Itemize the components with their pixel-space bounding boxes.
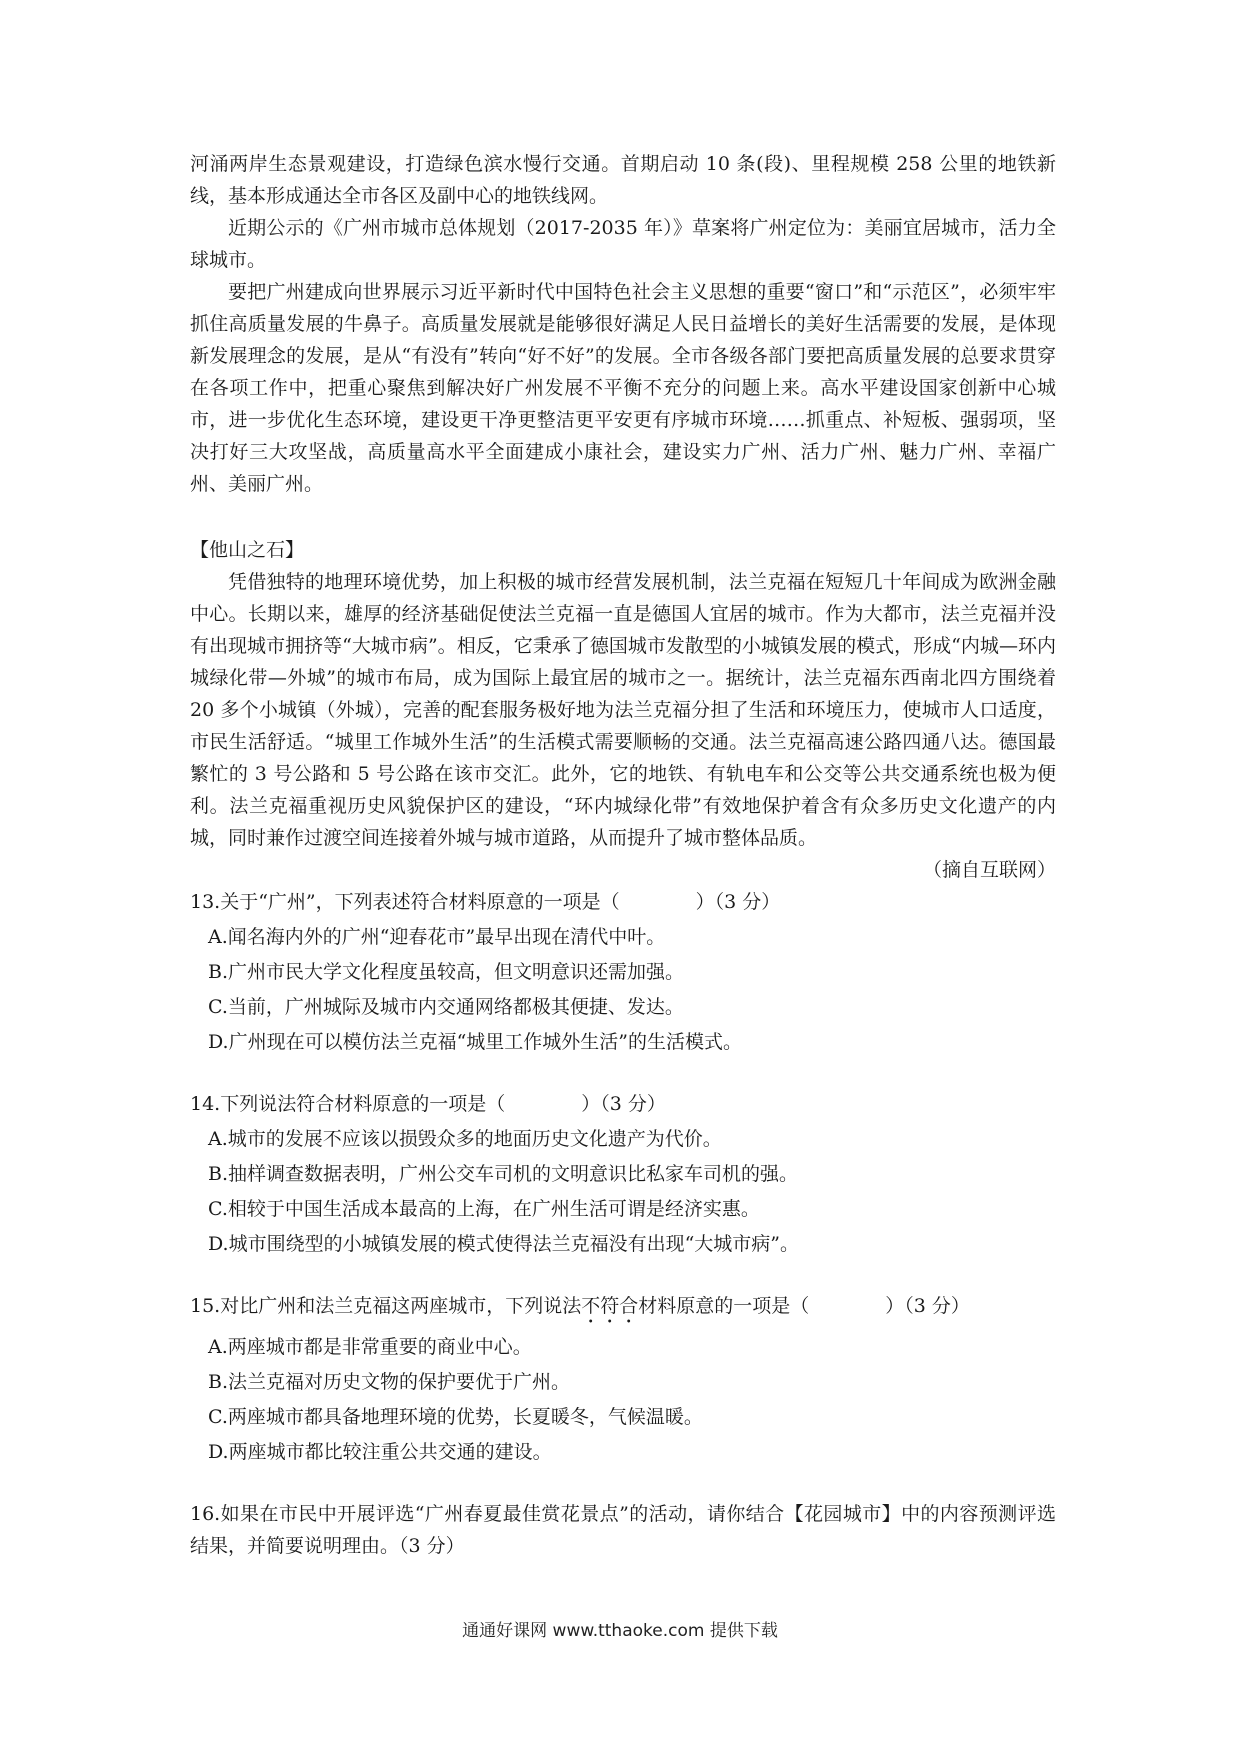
question-stem: 16.如果在市民中开展评选“广州春夏最佳赏花景点”的活动，请你结合【花园城市】中的内容预测评选结果，并简要说明理由。（3 分） — [190, 1503, 1056, 1557]
page-content — [190, 148, 1056, 1562]
option-b: B.抽样调查数据表明，广州公交车司机的文明意识比私家车司机的强。 — [208, 1163, 799, 1185]
paragraph-master-plan: 近期公示的《广州市城市总体规划（2017-2035 年）》草案将广州定位为：美丽宜居城市，活力全球城市。 — [190, 217, 1056, 271]
option-b: B.广州市民大学文化程度虽较高，但文明意识还需加强。 — [208, 961, 685, 983]
paragraph-high-quality-development: 要把广州建成向世界展示习近平新时代中国特色社会主义思想的重要“窗口”和“示范区”，必须牢牢抓住高质量发展的牛鼻子。高质量发展就是能够很好满足人民日益增长的美好生活需要的发展，是体现新发展理念的发展，是从“有没有”转向“好不好”的发展。全市各级各部门要把高质量发展的总要求贯穿在各项工作中，把重心聚焦到解决好广州发展不平衡不充分的问题上来。高水平建设国家创新中心城市，进一步优化生态环境，建设更干净更整洁更平安更有序城市环境……抓重点、补短板、强弱项，坚决打好三大攻坚战，高质量高水平全面建成小康社会，建设实力广州、活力广州、魅力广州、幸福广州、美丽广州。 — [190, 281, 1056, 495]
question-15 — [190, 1290, 1056, 1468]
stem-after: 材料原意的一项是（ ）（3 分） — [638, 1295, 970, 1317]
option-a: A.城市的发展不应该以损毁众多的地面历史文化遗产为代价。 — [208, 1128, 722, 1150]
section-paragraph-frankfurt: 凭借独特的地理环境优势，加上积极的城市经营发展机制，法兰克福在短短几十年间成为欧洲金融中心。长期以来，雄厚的经济基础促使法兰克福一直是德国人宜居的城市。作为大都市，法兰克福并没有出现城市拥挤等“大城市病”。相反，它秉承了德国城市发散型的小城镇发展的模式，形成“内城—环内城绿化带—外城”的城市布局，成为国际上最宜居的城市之一。据统计，法兰克福东西南北四方围绕着 20 多个小城镇（外城），完善的配套服务极好地为法兰克福分担了生活和环境压力，使城市人口适度，市民生活舒适。“城里工作城外生活”的生活模式需要顺畅的交通。法兰克福高速公路四通八达。德国最繁忙的 3 号公路和 5 号公路在该市交汇。此外，它的地铁、有轨电车和公交等公共交通系统也极为便利。法兰克福重视历史风貌保护区的建设，“环内城绿化带”有效地保护着含有众多历史文化遗产的内城，同时兼作过渡空间连接着外城与城市道路，从而提升了城市整体品质。 — [190, 571, 1056, 849]
option-list — [190, 1331, 1056, 1468]
option-c: C.两座城市都具备地理环境的优势，长夏暖冬，气候温暖。 — [208, 1406, 703, 1428]
question-stem: 13.关于“广州”，下列表述符合材料原意的一项是（ ）（3 分） — [190, 891, 781, 913]
option-d: D.两座城市都比较注重公共交通的建设。 — [208, 1441, 552, 1463]
option-d: D.城市围绕型的小城镇发展的模式使得法兰克福没有出现“大城市病”。 — [208, 1233, 800, 1255]
option-list — [190, 921, 1056, 1058]
question-16 — [190, 1498, 1056, 1562]
footer-watermark: 通通好课网 www.tthaoke.com 提供下载 — [462, 1621, 778, 1641]
option-a: A.闻名海内外的广州“迎春花市”最早出现在清代中叶。 — [208, 926, 666, 948]
option-a: A.两座城市都是非常重要的商业中心。 — [208, 1336, 532, 1358]
paragraph-metro: 河涌两岸生态景观建设，打造绿色滨水慢行交通。首期启动 10 条(段)、里程规模 258 公里的地铁新线，基本形成通达全市各区及副中心的地铁线网。 — [190, 153, 1056, 207]
stem-before: 15.对比广州和法兰克福这两座城市，下列说法 — [190, 1295, 582, 1317]
option-b: B.法兰克福对历史文物的保护要优于广州。 — [208, 1371, 571, 1393]
option-c: C.相较于中国生活成本最高的上海，在广州生活可谓是经济实惠。 — [208, 1198, 760, 1220]
option-list — [190, 1123, 1056, 1260]
emphasis-not-consistent: 不符合 — [581, 1295, 639, 1317]
question-stem — [190, 1290, 1056, 1328]
question-13 — [190, 886, 1056, 1058]
question-stem: 14.下列说法符合材料原意的一项是（ ）（3 分） — [190, 1093, 666, 1115]
section-heading: 【他山之石】 — [190, 539, 305, 561]
option-c: C.当前，广州城际及城市内交通网络都极其便捷、发达。 — [208, 996, 684, 1018]
option-d: D.广州现在可以模仿法兰克福“城里工作城外生活”的生活模式。 — [208, 1031, 743, 1053]
question-14 — [190, 1088, 1056, 1260]
source-note: （摘自互联网） — [922, 859, 1056, 881]
